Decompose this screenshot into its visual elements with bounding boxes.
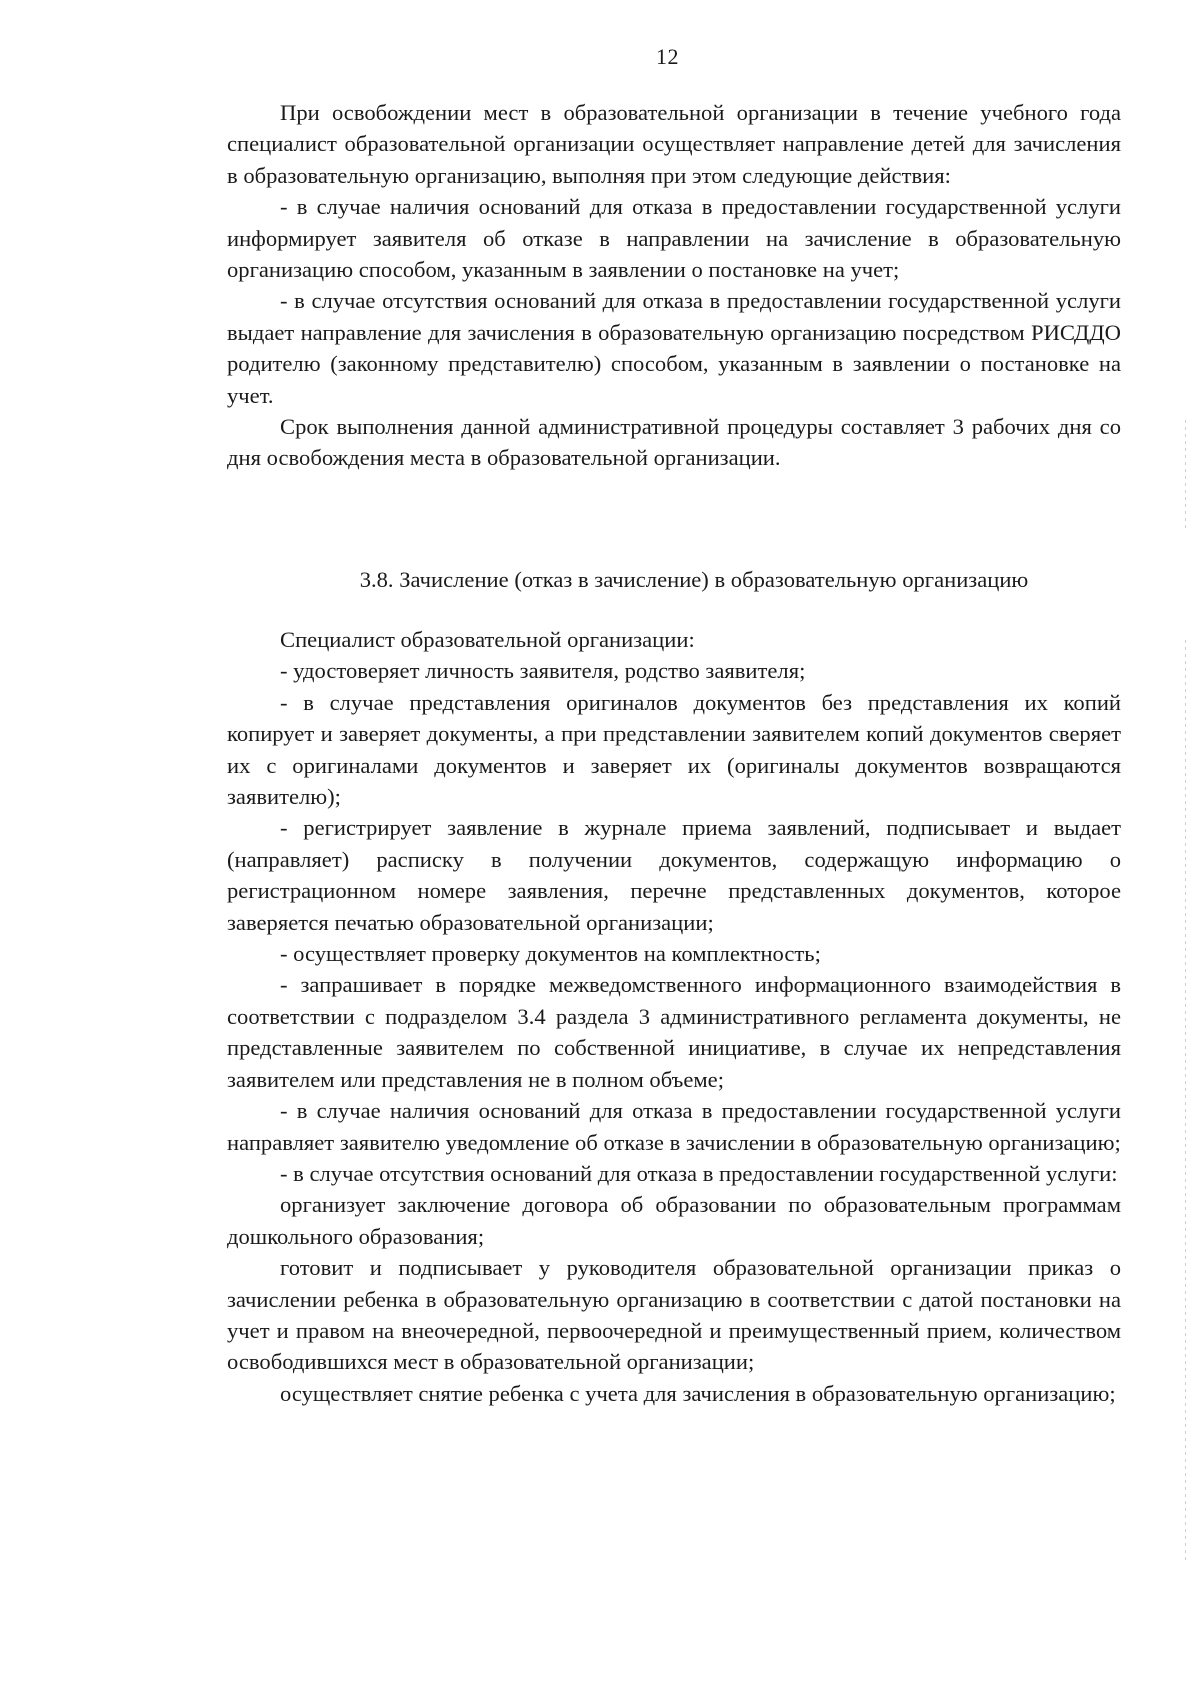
paragraph: При освобождении мест в образовательной организации в течение учебного года специалист образовательной организации осуществляет направление детей для зачисления в образовательную организацию, выполняя при этом следующие действия: bbox=[227, 100, 1121, 188]
paragraph: - в случае наличия оснований для отказа в предоставлении государственной услуги информирует заявителя об отказе в направлении на зачисление в образовательную организацию способом, указанным в заявлении о постановке на учет; bbox=[227, 194, 1121, 283]
paragraph: - осуществляет проверку документов на комплектность; bbox=[280, 941, 821, 967]
scan-edge-mark bbox=[1185, 640, 1186, 1560]
paragraph: - удостоверяет личность заявителя, родство заявителя; bbox=[280, 658, 806, 684]
text-block-bottom bbox=[227, 624, 1121, 1409]
paragraph: - запрашивает в порядке межведомственного информационного взаимодействия в соответствии с подразделом 3.4 раздела 3 административного регламента документы, не представленные заявителем по собственной инициативе, в случае их непредставления заявителем или представления не в полном объеме; bbox=[227, 972, 1121, 1092]
text-block-top bbox=[227, 97, 1121, 474]
page-number: 12 bbox=[656, 44, 679, 69]
paragraph: Специалист образовательной организации: bbox=[280, 627, 695, 652]
paragraph: готовит и подписывает у руководителя образовательной организации приказ о зачислении ребенка в образовательную организацию в соответствии с датой постановки на учет и правом на внеочередной, первоочередной и преимущественный прием, количеством освободившихся мест в образовательной организации; bbox=[227, 1255, 1121, 1375]
paragraph: Срок выполнения данной административной процедуры составляет 3 рабочих дня со дня освобождения места в образовательной организации. bbox=[227, 414, 1121, 471]
paragraph: - в случае наличия оснований для отказа в предоставлении государственной услуги направляет заявителю уведомление об отказе в зачислении в образовательную организацию; bbox=[227, 1098, 1121, 1155]
scan-edge-mark bbox=[1185, 420, 1186, 530]
paragraph: осуществляет снятие ребенка с учета для зачисления в образовательную организацию; bbox=[280, 1380, 1116, 1406]
paragraph: - в случае представления оригиналов документов без представления их копий копирует и заверяет документы, а при представлении заявителем копий документов сверяет их с оригиналами документов и заверяет их (оригиналы документов возвращаются заявителю); bbox=[227, 689, 1121, 810]
paragraph: - в случае отсутствия оснований для отказа в предоставлении государственной услуги: bbox=[280, 1160, 1118, 1186]
paragraph: организует заключение договора об образовании по образовательным программам дошкольного образования; bbox=[227, 1192, 1121, 1249]
section-heading: 3.8. Зачисление (отказ в зачисление) в образовательную организацию bbox=[359, 567, 1029, 592]
paragraph: - в случае отсутствия оснований для отказа в предоставлении государственной услуги выдает направление для зачисления в образовательную организацию посредством РИСДДО родителю (законному представителю) способом, указанным в заявлении о постановке на учет. bbox=[227, 288, 1121, 408]
paragraph: - регистрирует заявление в журнале приема заявлений, подписывает и выдает (направляет) расписку в получении документов, содержащую информацию о регистрационном номере заявления, перечне представленных документов, которое заверяется печатью образовательной организации; bbox=[227, 815, 1121, 935]
